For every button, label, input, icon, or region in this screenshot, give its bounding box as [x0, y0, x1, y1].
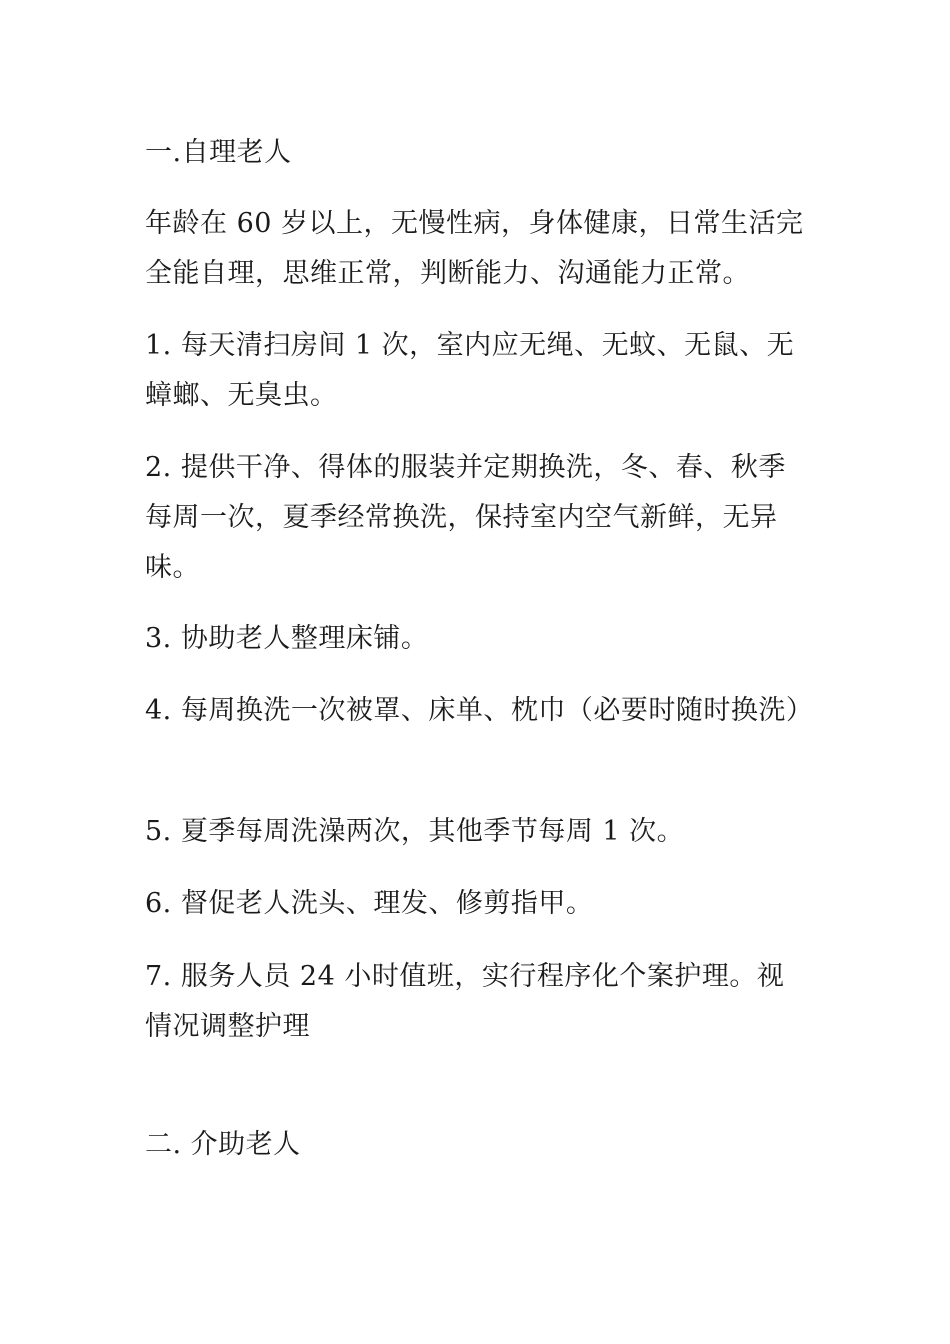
list-item-4: 4. 每周换洗一次被罩、床单、枕巾（必要时随时换洗）: [145, 695, 814, 726]
list-item-5: 5. 夏季每周洗澡两次，其他季节每周 1 次。: [145, 816, 685, 847]
list-item-1: 1. 每天清扫房间 1 次，室内应无绳、无蚊、无鼠、无蟑螂、无臭虫。: [145, 330, 795, 411]
list-item-6: 6. 督促老人洗头、理发、修剪指甲。: [145, 888, 594, 919]
list-item-2: 2. 提供干净、得体的服装并定期换洗，冬、春、秋季每周一次，夏季经常换洗，保持室内空气新鲜，无异味。: [145, 452, 786, 583]
section2-heading: 二. 介助老人: [145, 1129, 301, 1160]
list-item-3: 3. 协助老人整理床铺。: [145, 623, 429, 654]
list-item-7: 7. 服务人员 24 小时值班，实行程序化个案护理。视情况调整护理: [145, 961, 785, 1042]
section1-heading: 一.自理老人: [145, 137, 292, 168]
section1-intro: 年龄在 60 岁以上，无慢性病，身体健康，日常生活完全能自理，思维正常，判断能力、沟通能力正常。: [145, 208, 804, 289]
